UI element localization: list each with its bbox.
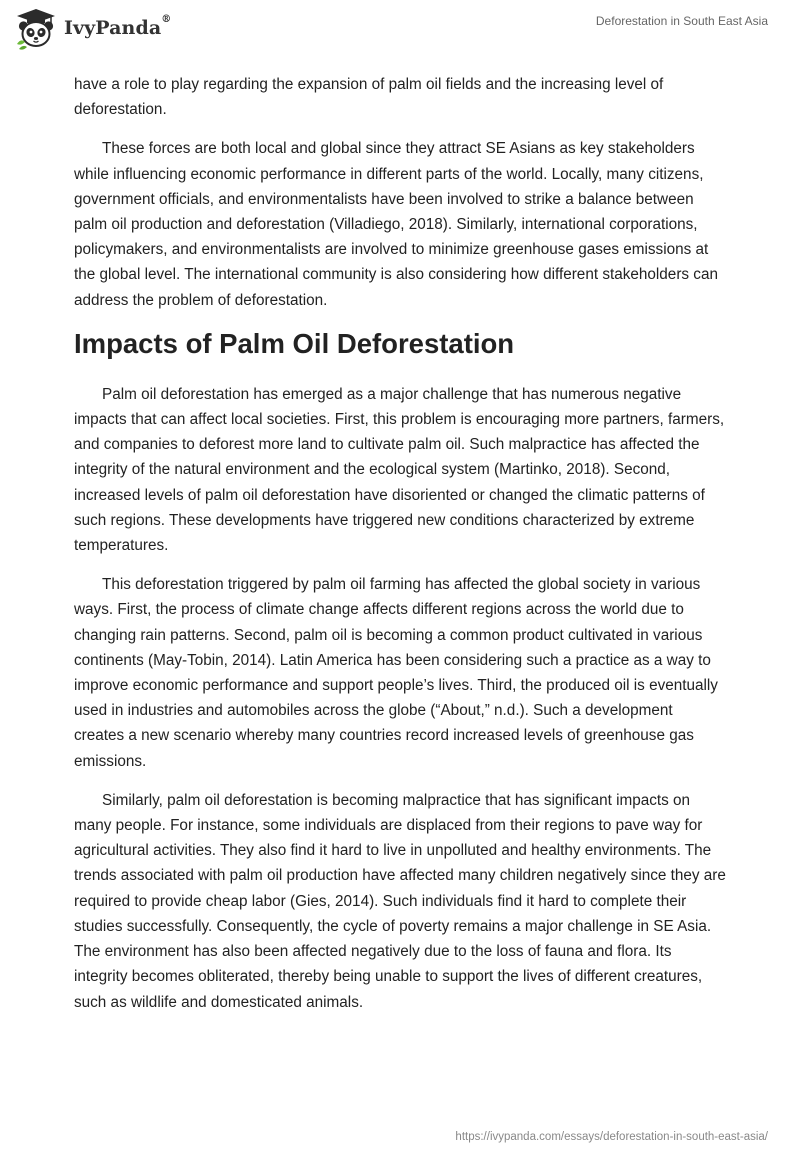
paragraph-global-impacts: This deforestation triggered by palm oil farming has affected the global society in various ways. First, the process of climate change affects different regions across the world due to changing rain patterns. Second, palm oil is becoming a common product cultivated in various continents (May-Tobin, 2014). Latin America has been considering such a practice as a way to improve economic performance and support people’s lives. Third, the produced oil is eventually used in industries and automobiles across the globe (“About,” n.d.). Such a development creates a new scenario whereby many countries record increased levels of greenhouse gas emissions. [74, 576, 718, 770]
paragraph-local-impacts: Palm oil deforestation has emerged as a major challenge that has numerous negative impacts that can affect local societies. First, this problem is encouraging more partners, farmers, and companies to deforest more land to cultivate palm oil. Such malpractice has affected the integrity of the natural environment and the ecological system (Martinko, 2018). Second, increased levels of palm oil deforestation have disoriented or changed the climatic patterns of such regions. These developments have triggered new conditions characterized by extreme temperatures. [74, 385, 725, 555]
page-header [0, 0, 800, 62]
panda-graduation-cap-icon [14, 6, 58, 50]
ivypanda-logo[interactable] [14, 6, 171, 50]
document-title: Deforestation in South East Asia [595, 14, 768, 28]
paragraph-forces: These forces are both local and global since they attract SE Asians as key stakeholders while influencing economic performance in different parts of the world. Locally, many citizens, government officials, and environmentalists have been involved to strike a balance between palm oil production and deforestation (Villadiego, 2018). Similarly, international corporations, policymakers, and environmentalists are involved to minimize greenhouse gases emissions at the global level. The international community is also considering how different stakeholders can address the problem of deforestation. [74, 140, 718, 309]
brand-name: IvyPanda® [64, 14, 172, 39]
paragraph-continuation: have a role to play regarding the expansion of palm oil fields and the increasing level of deforestation. [74, 76, 664, 119]
source-url-link[interactable]: https://ivypanda.com/essays/deforestation-in-south-east-asia/ [455, 1131, 768, 1143]
essay-content [74, 72, 726, 1029]
paragraph-social-impacts: Similarly, palm oil deforestation is becoming malpractice that has significant impacts on many people. For instance, some individuals are displaced from their regions to pave way for agricultural activities. They also find it hard to live in unpolluted and healthy environments. The trends associated with palm oil production have affected many children negatively since they are required to provide cheap labor (Gies, 2014). Such individuals find it hard to complete their studies successfully. Consequently, the cycle of poverty remains a major challenge in SE Asia. The environment has also been affected negatively due to the loss of fauna and flora. Its integrity becomes obliterated, thereby being unable to support the lives of different creatures, such as wildlife and domesticated animals. [74, 791, 726, 1011]
section-heading-impacts: Impacts of Palm Oil Deforestation [74, 327, 515, 359]
registered-mark: ® [161, 14, 172, 25]
